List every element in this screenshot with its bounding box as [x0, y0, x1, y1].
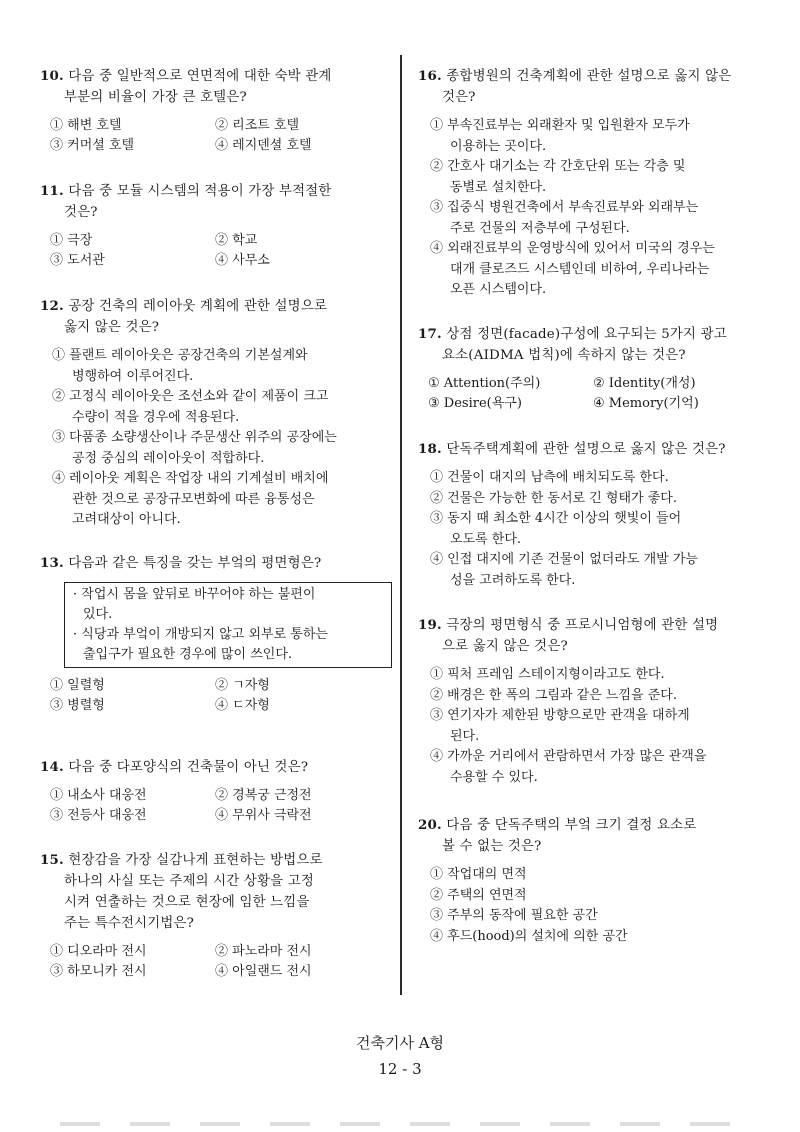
- question-14: [40, 757, 395, 826]
- question-number: 10.: [40, 68, 64, 84]
- option-4: ④ 인접 대지에 기존 건물이 없더라도 개발 가능 성을 고려하도록 한다.: [430, 552, 698, 588]
- option-4: ④ Memory(기억): [593, 396, 699, 411]
- question-number: 20.: [418, 817, 442, 833]
- question-text: 상점 정면(facade)구성에 요구되는 5가지 광고 요소(AIDMA 법칙)에 속하지 않는 것은?: [442, 327, 727, 363]
- question-number: 19.: [418, 617, 442, 633]
- option-2: ② 파노라마 전시: [215, 944, 312, 959]
- option-2: ② 리조트 호텔: [215, 118, 300, 133]
- question-text: 단독주택계획에 관한 설명으로 옳지 않은 것은?: [446, 442, 726, 457]
- option-3: ③ 집중식 병원건축에서 부속진료부와 외래부는 주로 건물의 저층부에 구성된다.: [430, 200, 699, 236]
- option-1: ① 일렬형: [50, 678, 105, 693]
- question-text: 다음 중 단독주택의 부엌 크기 결정 요소로 볼 수 없는 것은?: [442, 818, 697, 854]
- options: [418, 468, 778, 591]
- question-text: 다음과 같은 특징을 갖는 부엌의 평면형은?: [68, 556, 322, 571]
- options: [40, 346, 395, 531]
- option-4: ④ 아일랜드 전시: [215, 964, 312, 979]
- question-number: 14.: [40, 759, 64, 775]
- question-text: 공장 건축의 레이아웃 계획에 관한 설명으로 옳지 않은 것은?: [64, 299, 328, 335]
- scan-artifact: [60, 1122, 750, 1126]
- option-4: ④ 레지덴셜 호텔: [215, 138, 312, 153]
- options: [418, 665, 778, 788]
- question-number: 17.: [418, 326, 442, 342]
- option-4: ④ 외래진료부의 운영방식에 있어서 미국의 경우는 대개 클로즈드 시스템인데 비하여, 우리나라는 오픈 시스템이다.: [430, 241, 715, 297]
- option-3: ③ 주부의 동작에 필요한 공간: [430, 908, 598, 923]
- option-4: ④ 사무소: [215, 253, 270, 268]
- option-3: ③ 연기자가 제한된 방향으로만 관객을 대하게 된다.: [430, 708, 690, 744]
- question-11: [40, 181, 395, 271]
- option-1: ① 해변 호텔: [50, 118, 122, 133]
- option-3: ③ 커머셜 호텔: [50, 138, 135, 153]
- option-2: ② ㄱ자형: [215, 678, 270, 693]
- question-16: [418, 66, 778, 301]
- option-2: ② 건물은 가능한 한 동서로 긴 형태가 좋다.: [430, 490, 677, 506]
- options: [40, 942, 395, 982]
- question-number: 13.: [40, 555, 64, 571]
- column-divider: [400, 55, 402, 995]
- option-1: ① 극장: [50, 233, 93, 248]
- box-item: · 식당과 부엌이 개방되지 않고 외부로 통하는 출입구가 필요한 경우에 많이 쓰인다.: [73, 627, 328, 662]
- question-text: 극장의 평면형식 중 프로시니엄형에 관한 설명 으로 옳지 않은 것은?: [442, 618, 719, 654]
- option-2: ② Identity(개성): [593, 376, 696, 391]
- question-17: [418, 324, 778, 414]
- option-1: ① 플랜트 레이아웃은 공장건축의 기본설계와 병행하여 이루어진다.: [52, 348, 308, 384]
- option-3: ③ 하모니카 전시: [50, 964, 147, 979]
- question-10: [40, 66, 395, 156]
- question-text: 다음 중 다포양식의 건축물이 아닌 것은?: [68, 760, 309, 775]
- question-number: 15.: [40, 852, 64, 868]
- option-2: ② 경복궁 근정전: [215, 788, 312, 803]
- option-3: ③ Desire(욕구): [428, 396, 522, 411]
- option-2: ② 배경은 한 폭의 그림과 같은 느낌을 준다.: [430, 687, 677, 703]
- option-4: ④ 가까운 거리에서 관람하면서 가장 많은 관객을 수용할 수 있다.: [430, 749, 707, 785]
- page-number: 12 - 3: [378, 1060, 422, 1078]
- option-2: ② 고정식 레이아웃은 조선소와 같이 제품이 크고 수량이 적을 경우에 적용된다.: [52, 389, 329, 425]
- option-3: ③ 다품종 소량생산이나 주문생산 위주의 공장에는 공정 중심의 레이아웃이 적합하다.: [52, 430, 337, 466]
- option-4: ④ 레이아웃 계획은 작업장 내의 기계설비 배치에 관한 것으로 공장규모변화에 따른 융통성은 고려대상이 아니다.: [52, 471, 329, 527]
- option-2: ② 학교: [215, 233, 258, 248]
- question-15: [40, 850, 395, 982]
- option-4: ④ 후드(hood)의 설치에 의한 공간: [430, 928, 628, 944]
- option-3: ③ 동지 때 최소한 4시간 이상의 햇빛이 들어 오도록 한다.: [430, 511, 682, 547]
- option-1: ① 작업대의 면적: [430, 867, 527, 882]
- question-number: 16.: [418, 68, 442, 84]
- option-1: ① Attention(주의): [428, 376, 541, 391]
- question-19: [418, 615, 778, 788]
- options: [418, 116, 778, 301]
- option-1: ① 디오라마 전시: [50, 944, 147, 959]
- option-3: ③ 병렬형: [50, 698, 105, 713]
- question-18: [418, 439, 778, 591]
- options: [40, 676, 395, 716]
- question-number: 11.: [40, 183, 64, 199]
- question-text: 현장감을 가장 실감나게 표현하는 방법으로 하나의 사실 또는 주제의 시간 상황을 고정 시켜 연출하는 것으로 현장에 임한 느낌을 주는 특수전시기법은?: [64, 853, 323, 931]
- options: [418, 865, 778, 947]
- option-3: ③ 전등사 대웅전: [50, 808, 147, 823]
- options: [40, 786, 395, 826]
- option-1: ① 픽처 프레임 스테이지형이라고도 한다.: [430, 667, 665, 682]
- option-4: ④ ㄷ자형: [215, 698, 270, 713]
- options: [40, 116, 395, 156]
- option-4: ④ 무위사 극락전: [215, 808, 312, 823]
- options: [418, 374, 778, 414]
- feature-box: [64, 582, 392, 668]
- options: [40, 231, 395, 271]
- box-item: · 작업시 몸을 앞뒤로 바꾸어야 하는 불편이 있다.: [73, 587, 316, 622]
- question-20: [418, 815, 778, 947]
- option-1: ① 내소사 대웅전: [50, 788, 147, 803]
- question-text: 다음 중 모듈 시스템의 적용이 가장 부적절한 것은?: [64, 184, 332, 220]
- option-2: ② 주택의 연면적: [430, 887, 527, 903]
- question-13: [40, 553, 395, 716]
- option-1: ① 건물이 대지의 남측에 배치되도록 한다.: [430, 470, 669, 485]
- question-number: 18.: [418, 441, 442, 457]
- question-number: 12.: [40, 298, 64, 314]
- question-text: 다음 중 일반적으로 연면적에 대한 숙박 관계 부분의 비율이 가장 큰 호텔은?: [64, 69, 332, 105]
- question-12: [40, 296, 395, 531]
- option-1: ① 부속진료부는 외래환자 및 입원환자 모두가 이용하는 곳이다.: [430, 118, 690, 154]
- question-text: 종합병원의 건축계획에 관한 설명으로 옳지 않은 것은?: [442, 69, 732, 105]
- exam-title: 건축기사 A형: [355, 1034, 445, 1052]
- option-2: ② 간호사 대기소는 각 간호단위 또는 각층 및 동별로 설치한다.: [430, 159, 686, 195]
- option-3: ③ 도서관: [50, 253, 105, 268]
